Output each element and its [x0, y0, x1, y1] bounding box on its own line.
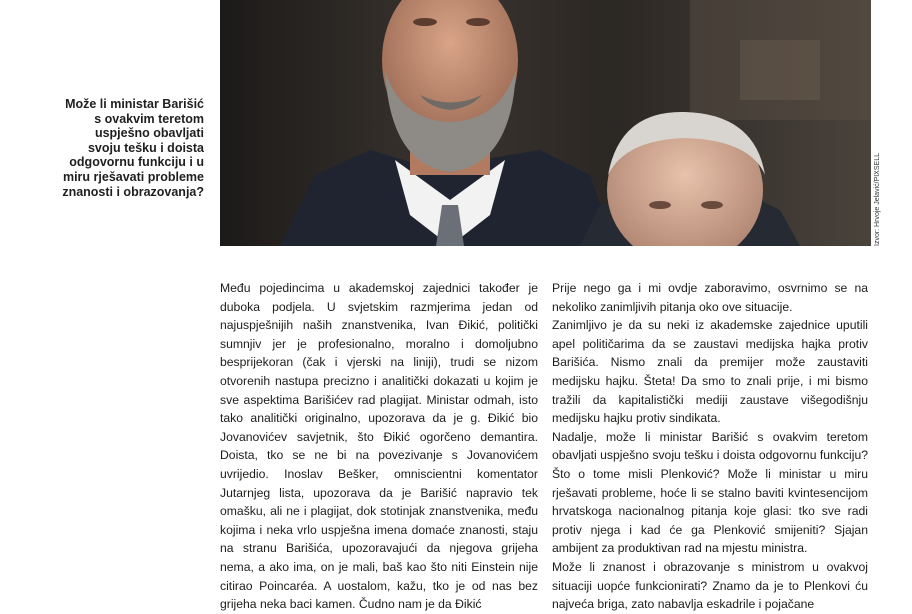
paragraph: Zanimljivo je da su neki iz akademske zajednice uputili apel političarima da se zaustavi medijska hajka protiv Barišića. Nismo znali da premijer može zaustaviti medijsku hajku. Šteta! Da smo to znali prije, i mi bismo tražili da kapitalistički mediji zaustave višegodišnju medijsku hajku protiv sindikata.: [552, 318, 868, 426]
article-column-right: [552, 279, 868, 614]
paragraph: Prije nego ga i mi ovdje zaboravimo, osvrnimo se na nekoliko zanimljivih pitanja oko ove situacije.: [552, 281, 868, 314]
paragraph: Može li znanost i obrazovanje s ministrom u ovakvoj situaciji uopće funkcionirati? Znamo da je to Plenkovi ću najveća briga, zato nabavlja eskadrile i pojačane: [552, 559, 868, 612]
article-column-left: [220, 279, 538, 614]
paragraph: Nadalje, može li ministar Barišić s ovakvim teretom obavljati uspješno svoju tešku i doista odgovornu funkciju? Što o tome misli Plenković? Može li ministar u miru rješavati probleme, hoće li se stalno baviti kvintesencijom hrvatskoga nacionalnog pitanja koje glasi: tko sve radi protiv njega i kad će ga Plenković smijeniti? Sjajan ambijent za produktivan rad na mjestu ministra.: [552, 429, 868, 556]
photo-credit: Izvor: Hrvoje Jelavić/PIXSELL: [874, 153, 881, 246]
minister-photo-illustration: [220, 0, 871, 246]
paragraph: Među pojedincima u akademskoj zajednici također je duboka podjela. U svjetskim razmjerima jedan od najuspješnijih naših znanstvenika, Ivan Đikić, politički sumnjiv jer je profesionalno, moralno i domoljubno besprijekoran (čak i vjerski na liniji), trudi se nizom otvorenih nastupa precizno i analitički dokazati u kojim je sve aspektima Barišićev rad plagijat. Ministar odmah, isto tako analitički originalno, upozorava da je g. Đikić bio Jovanovićev savjetnik, što Đikić ogorčeno demantira. Doista, tko se ne bi na povezivanje s Jovanovićem uvrijedio. Inoslav Bešker, omniscientni komentator Jutarnjeg lista, upozorava da je Barišić napravio tek omašku, ali ne i plagijat, dok stotinjak znanstvenika, među kojima i neka vrlo uspješna imena domaće znanosti, staju na stranu Barišića, upozoravajući da njegova grijeha nema, a ako ima, on je mali, baš kao što niti Einstein nije citirao Poincaréa. A uostalom, kažu, tko je od nas bez grijeha neka baci kamen. Čudno nam je da Đikić: [220, 281, 538, 612]
article-photo: [220, 0, 871, 246]
pull-quote: Može li ministar Barišić s ovakvim teretom uspješno obavljati svoju tešku i doista odgovornu funkciju i u miru rješavati probleme znanosti i obrazovanja?: [62, 97, 204, 199]
